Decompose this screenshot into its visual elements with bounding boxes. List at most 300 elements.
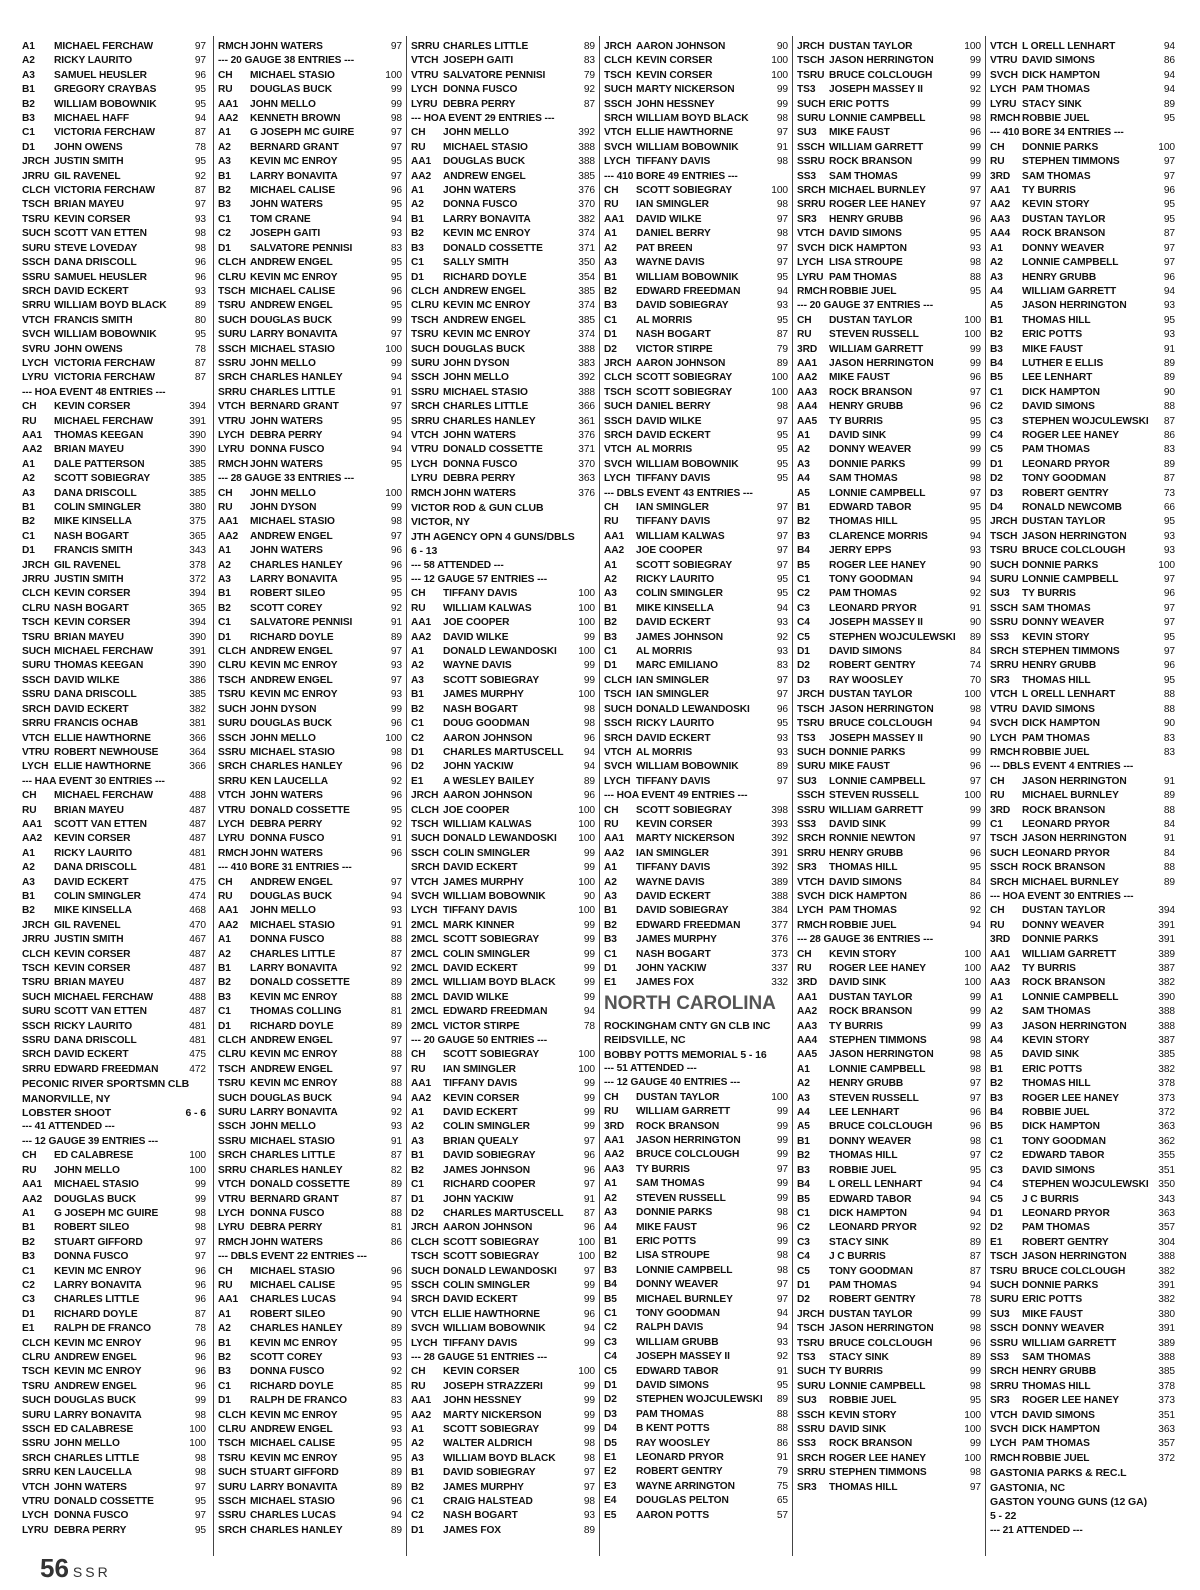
score: 86 xyxy=(1163,55,1175,67)
result-row xyxy=(411,1322,595,1336)
result-row xyxy=(604,573,788,587)
shooter-name: COLIN SMINGLER xyxy=(636,588,723,600)
result-row xyxy=(218,1193,402,1207)
shooter-name: RALPH DE FRANCO xyxy=(250,1395,347,1407)
result-row xyxy=(990,501,1175,515)
shooter-name: ERIC POTTS xyxy=(1022,1294,1083,1306)
class-code: SRCH xyxy=(990,1366,1019,1378)
class-code: LYRU xyxy=(797,271,824,283)
class-code: D4 xyxy=(604,1423,617,1435)
class-code: B5 xyxy=(990,1121,1003,1133)
class-code: AA5 xyxy=(797,1049,818,1061)
class-code: RU xyxy=(990,919,1005,931)
score: 96 xyxy=(583,1222,595,1234)
shooter-name: JOHN MELLO xyxy=(54,1164,120,1176)
shooter-name: HENRY GRUBB xyxy=(829,213,904,225)
result-row xyxy=(797,1322,981,1336)
result-row xyxy=(797,400,981,414)
result-row xyxy=(990,1048,1175,1062)
result-row xyxy=(411,271,595,285)
score: 98 xyxy=(390,516,402,528)
class-code: SSRU xyxy=(990,1337,1018,1349)
score: 99 xyxy=(969,156,981,168)
result-row xyxy=(218,1437,402,1451)
result-row xyxy=(218,890,402,904)
score: 93 xyxy=(390,905,402,917)
shooter-name: DONNY WEAVER xyxy=(1022,242,1105,254)
result-row xyxy=(411,919,595,933)
shooter-name: JOHN OWENS xyxy=(54,343,123,355)
shooter-name: COLIN SMINGLER xyxy=(443,847,530,859)
shooter-name: DONNA FUSCO xyxy=(443,199,518,211)
shooter-name: WILLIAM BOYD BLACK xyxy=(443,977,556,989)
result-row xyxy=(411,98,595,112)
class-code: SRRU xyxy=(990,1380,1019,1392)
shooter-name: BRIAN MAYEU xyxy=(54,977,124,989)
results-column xyxy=(797,40,981,1555)
score: 89 xyxy=(1163,790,1175,802)
score: 98 xyxy=(969,1049,981,1061)
score: 90 xyxy=(969,732,981,744)
score: 389 xyxy=(1158,948,1175,960)
class-code: LYCH xyxy=(411,905,438,917)
result-row xyxy=(22,299,206,313)
class-code: 2MCL xyxy=(411,991,439,1003)
shooter-name: DAVID SINK xyxy=(829,977,887,989)
score: 96 xyxy=(390,285,402,297)
class-code: AA1 xyxy=(22,429,43,441)
score: 94 xyxy=(969,1193,981,1205)
shooter-name: RICKY LAURITO xyxy=(54,847,133,859)
result-row xyxy=(411,285,595,299)
result-row xyxy=(797,285,981,299)
score: 373 xyxy=(1158,1092,1175,1104)
shooter-name: BRUCE COLCLOUGH xyxy=(636,1149,740,1161)
class-code: TSCH xyxy=(22,617,50,629)
score: 93 xyxy=(776,617,788,629)
shooter-name: EDWARD FREEDMAN xyxy=(636,919,741,931)
shooter-name: SAMUEL HEUSLER xyxy=(54,69,147,81)
score: 95 xyxy=(390,300,402,312)
score: 386 xyxy=(189,674,206,686)
shooter-name: DAVID ECKERT xyxy=(54,285,129,297)
result-row xyxy=(411,371,595,385)
class-code: B1 xyxy=(22,502,35,513)
shooter-name: KEVIN MC ENROY xyxy=(54,1265,142,1277)
shooter-name: AARON JOHNSON xyxy=(636,357,726,369)
shooter-name: JUSTIN SMITH xyxy=(54,934,124,946)
score: 83 xyxy=(1163,444,1175,456)
score: 82 xyxy=(390,1164,402,1176)
shooter-name: PAM THOMAS xyxy=(829,905,897,917)
result-row xyxy=(22,314,206,328)
shooter-name: DICK HAMPTON xyxy=(1022,718,1100,730)
shooter-name: ANDREW ENGEL xyxy=(250,876,333,888)
class-code: A2 xyxy=(604,574,617,586)
class-code: VTCH xyxy=(22,1481,50,1493)
shooter-name: DAVID ECKERT xyxy=(54,1049,129,1061)
score: 98 xyxy=(583,1438,595,1450)
result-row xyxy=(797,890,981,904)
class-code: SSRU xyxy=(218,1510,246,1522)
shooter-name: CHARLES LITTLE xyxy=(250,948,336,960)
shooter-name: SCOTT SOBIEGRAY xyxy=(443,1049,540,1061)
result-row xyxy=(604,429,788,443)
shooter-name: DICK HAMPTON xyxy=(829,242,907,254)
result-row xyxy=(604,732,788,746)
result-row xyxy=(22,443,206,457)
score: 88 xyxy=(776,1408,788,1420)
result-row xyxy=(604,616,788,630)
shooter-name: JAMES JOHNSON xyxy=(443,1164,531,1176)
shooter-name: DAVID SIMONS xyxy=(829,876,902,888)
result-row xyxy=(218,386,402,400)
shooter-name: JASON HERRINGTON xyxy=(1022,530,1127,542)
shooter-name: GIL RAVENEL xyxy=(54,170,121,182)
result-row xyxy=(411,659,595,673)
score: 87 xyxy=(969,1265,981,1277)
score: 87 xyxy=(194,357,206,369)
score: 98 xyxy=(194,1409,206,1421)
result-row xyxy=(990,962,1175,976)
score: 95 xyxy=(969,502,981,513)
shooter-name: TONY GOODMAN xyxy=(1022,473,1106,485)
shooter-name: DUSTAN TAYLOR xyxy=(829,314,913,326)
score: 343 xyxy=(1158,1193,1175,1205)
result-row xyxy=(411,328,595,342)
score: 94 xyxy=(194,113,206,125)
result-row xyxy=(218,746,402,760)
result-row xyxy=(604,371,788,385)
shooter-name: MIKE FAUST xyxy=(1022,343,1083,355)
class-code: AA2 xyxy=(22,1193,43,1205)
shooter-name: MICHAEL HAFF xyxy=(54,113,130,125)
class-code: SU3 xyxy=(990,588,1010,600)
score: 392 xyxy=(578,127,595,139)
class-code: SVCH xyxy=(411,1323,439,1335)
result-row xyxy=(604,515,788,529)
class-code: B1 xyxy=(218,170,231,182)
class-code: B1 xyxy=(604,905,617,917)
shooter-name: DAVID SIMONS xyxy=(1022,55,1095,67)
result-row xyxy=(990,1193,1175,1207)
shooter-name: LARRY BONAVITA xyxy=(54,1409,142,1421)
result-row xyxy=(411,472,595,486)
score: 100 xyxy=(771,1091,788,1103)
shooter-name: RONNIE NEWTON xyxy=(829,833,916,845)
score: 89 xyxy=(194,300,206,312)
result-row xyxy=(604,631,788,645)
score: 362 xyxy=(1158,1135,1175,1147)
score: 100 xyxy=(964,948,981,960)
class-code: VTRU xyxy=(411,444,439,456)
result-row xyxy=(797,83,981,97)
result-row xyxy=(218,400,402,414)
result-row xyxy=(990,933,1175,947)
score: 87 xyxy=(390,1150,402,1162)
result-row xyxy=(22,1048,206,1062)
score: 95 xyxy=(969,1395,981,1407)
result-row xyxy=(604,976,788,990)
shooter-name: ANDREW ENGEL xyxy=(443,314,526,326)
score: 380 xyxy=(189,502,206,513)
score: 98 xyxy=(194,242,206,254)
score: 391 xyxy=(1158,1279,1175,1291)
shooter-name: ROBBIE JUEL xyxy=(829,285,897,297)
class-code: SU3 xyxy=(797,775,817,787)
result-row xyxy=(604,357,788,371)
shooter-name: MIKE FAUST xyxy=(636,1221,697,1233)
class-code: C1 xyxy=(797,574,810,586)
class-code: CLCH xyxy=(604,372,632,384)
score: 95 xyxy=(390,271,402,283)
result-row xyxy=(990,357,1175,371)
score: 97 xyxy=(1163,170,1175,182)
shooter-name: PAM THOMAS xyxy=(636,1408,704,1420)
result-row xyxy=(797,703,981,717)
score: 363 xyxy=(1158,1424,1175,1435)
class-code: D2 xyxy=(604,1394,617,1406)
score: 99 xyxy=(776,1106,788,1118)
result-row xyxy=(797,573,981,587)
class-code: A2 xyxy=(411,660,424,672)
score: 94 xyxy=(1163,84,1175,96)
score: 87 xyxy=(194,185,206,197)
shooter-name: DUSTAN TAYLOR xyxy=(829,41,913,52)
result-row xyxy=(22,1351,206,1365)
score: 96 xyxy=(390,545,402,557)
result-row xyxy=(22,688,206,702)
result-row xyxy=(22,587,206,601)
result-row xyxy=(218,314,402,328)
score: 93 xyxy=(1163,329,1175,341)
shooter-name: JOHN WATERS xyxy=(250,458,323,470)
column-divider xyxy=(792,36,793,1556)
result-row xyxy=(990,688,1175,702)
class-code: SRCH xyxy=(990,876,1019,888)
score: 97 xyxy=(776,775,788,787)
score: 90 xyxy=(1163,718,1175,730)
class-code: A1 xyxy=(218,1308,231,1320)
class-code: B1 xyxy=(411,213,424,225)
result-row xyxy=(797,717,981,731)
result-row xyxy=(990,832,1175,846)
shooter-name: DAVID WILKE xyxy=(636,213,702,225)
result-row xyxy=(990,976,1175,990)
shooter-name: JOSEPH MASSEY II xyxy=(636,1351,730,1363)
result-row xyxy=(990,1380,1175,1394)
class-code: SUCH xyxy=(797,746,826,758)
class-code: SURU xyxy=(22,1006,51,1018)
shooter-name: MARTY NICKERSON xyxy=(636,84,735,96)
score: 97 xyxy=(1163,574,1175,586)
class-code: SRRU xyxy=(218,775,247,787)
score: 97 xyxy=(390,530,402,542)
class-code: SSCH xyxy=(411,847,439,859)
score: 70 xyxy=(969,674,981,686)
shooter-name: ERIC POTTS xyxy=(1022,1063,1083,1075)
shooter-name: JASON HERRINGTON xyxy=(829,1323,934,1335)
class-code: A3 xyxy=(411,674,424,686)
shooter-name: DEBRA PERRY xyxy=(250,429,323,441)
class-code: JRCH xyxy=(22,559,50,571)
result-row xyxy=(797,1092,981,1106)
class-code: SUCH xyxy=(22,1395,51,1407)
score: 99 xyxy=(390,98,402,110)
shooter-name: DAVID SOBIEGRAY xyxy=(443,1467,536,1479)
shooter-name: JERRY EPPS xyxy=(829,545,892,557)
shooter-name: ED CALABRESE xyxy=(54,1150,134,1162)
score: 92 xyxy=(194,170,206,182)
score: 97 xyxy=(194,1251,206,1263)
shooter-name: DICK HAMPTON xyxy=(1022,386,1100,398)
score: 99 xyxy=(776,84,788,96)
result-row xyxy=(604,458,788,472)
result-row xyxy=(22,184,206,198)
class-code: A2 xyxy=(604,876,617,888)
shooter-name: DONNIE PARKS xyxy=(829,746,906,758)
shooter-name: JASON HERRINGTON xyxy=(829,357,934,369)
result-row xyxy=(990,659,1175,673)
class-code: SURU xyxy=(218,1107,247,1119)
score: 95 xyxy=(776,1379,788,1391)
class-code: SRRU xyxy=(22,1063,51,1075)
shooter-name: JOSEPH MASSEY II xyxy=(829,617,923,629)
shooter-name: DONNIE PARKS xyxy=(1022,141,1099,153)
shooter-name: COLIN SMINGLER xyxy=(443,948,530,960)
shooter-name: THOMAS KEEGAN xyxy=(54,429,144,441)
shooter-name: SCOTT SOBIEGRAY xyxy=(636,804,733,816)
class-code: A1 xyxy=(797,429,810,441)
score: 94 xyxy=(776,602,788,614)
score: 97 xyxy=(194,41,206,52)
class-code: SUCH xyxy=(604,84,633,96)
result-row xyxy=(990,386,1175,400)
shooter-name: AARON POTTS xyxy=(636,1509,710,1521)
result-row xyxy=(990,1250,1175,1264)
score: 100 xyxy=(385,487,402,499)
shooter-name: MIKE KINSELLA xyxy=(636,602,714,614)
score: 95 xyxy=(390,588,402,600)
shooter-name: DAVID SIMONS xyxy=(829,228,902,240)
score: 97 xyxy=(390,876,402,888)
score: 89 xyxy=(969,1351,981,1363)
shooter-name: DALE PATTERSON xyxy=(54,458,145,470)
score: 388 xyxy=(771,890,788,902)
score: 89 xyxy=(390,1467,402,1479)
shooter-name: JOHN MELLO xyxy=(443,127,509,139)
result-row xyxy=(218,962,402,976)
shooter-name: DAVID ECKERT xyxy=(443,1107,518,1119)
result-row xyxy=(797,198,981,212)
score: 98 xyxy=(194,1207,206,1219)
shooter-name: MICHAEL STASIO xyxy=(54,1179,139,1191)
shooter-name: DAVID ECKERT xyxy=(54,703,129,715)
result-row xyxy=(604,386,788,400)
result-row xyxy=(411,299,595,313)
result-row xyxy=(604,1465,788,1479)
score: 91 xyxy=(1163,833,1175,845)
class-code: TSRU xyxy=(797,718,825,730)
score: 394 xyxy=(189,588,206,600)
class-code: SRRU xyxy=(990,660,1019,672)
result-row xyxy=(22,616,206,630)
result-row xyxy=(990,775,1175,789)
class-code: A2 xyxy=(411,199,424,211)
score: 91 xyxy=(583,1193,595,1205)
result-row xyxy=(411,1106,595,1120)
class-code: C1 xyxy=(411,718,424,730)
score: 96 xyxy=(583,1164,595,1176)
score: 97 xyxy=(194,1236,206,1248)
result-row xyxy=(22,472,206,486)
result-row xyxy=(604,760,788,774)
class-code: B3 xyxy=(218,1366,231,1378)
result-row xyxy=(411,876,595,890)
result-row xyxy=(797,112,981,126)
shooter-name: BRIAN MAYEU xyxy=(54,804,124,816)
score: 91 xyxy=(390,919,402,931)
score: 78 xyxy=(583,1020,595,1032)
score: 99 xyxy=(583,631,595,643)
result-row xyxy=(990,1207,1175,1221)
class-code: TSRU xyxy=(990,545,1018,557)
score: 88 xyxy=(1163,401,1175,413)
shooter-name: ROGER LEE HANEY xyxy=(1022,1092,1119,1104)
result-row xyxy=(411,674,595,688)
score: 374 xyxy=(578,228,595,240)
shooter-name: PAM THOMAS xyxy=(829,271,897,283)
class-code: AA2 xyxy=(218,919,239,931)
score: 96 xyxy=(969,1107,981,1119)
score: 97 xyxy=(776,257,788,269)
class-code: RMCH xyxy=(990,1452,1021,1464)
result-row xyxy=(411,487,595,501)
score: 90 xyxy=(776,41,788,52)
class-code: SRCH xyxy=(22,285,51,297)
class-code: B5 xyxy=(797,559,810,571)
class-code: C3 xyxy=(990,1164,1003,1176)
result-row xyxy=(22,415,206,429)
result-row xyxy=(604,242,788,256)
class-code: B2 xyxy=(22,905,35,917)
class-code: D1 xyxy=(218,631,231,643)
result-row xyxy=(411,357,595,371)
shooter-name: EDWARD TABOR xyxy=(829,1193,912,1205)
class-code: D1 xyxy=(22,545,35,557)
score: 91 xyxy=(390,1135,402,1147)
class-code: SUCH xyxy=(218,314,247,326)
class-code: CH xyxy=(990,905,1005,917)
score: 93 xyxy=(194,213,206,225)
shooter-name: MIKE KINSELLA xyxy=(54,516,132,528)
class-code: CLCH xyxy=(218,646,246,658)
score: 95 xyxy=(390,1337,402,1349)
class-code: LYRU xyxy=(22,372,49,384)
score: 87 xyxy=(194,127,206,139)
class-code: D1 xyxy=(797,646,810,658)
score: 80 xyxy=(194,314,206,326)
shooter-name: LONNIE CAMPBELL xyxy=(1022,257,1119,269)
class-code: TSCH xyxy=(797,1323,825,1335)
result-row xyxy=(604,1408,788,1422)
shooter-name: DOUGLAS BUCK xyxy=(443,156,525,168)
result-row xyxy=(218,1020,402,1034)
shooter-name: DAVID SINK xyxy=(829,429,887,441)
shooter-name: WILLIAM KALWAS xyxy=(443,818,532,830)
score: 89 xyxy=(390,1179,402,1191)
class-code: VTRU xyxy=(990,55,1018,67)
